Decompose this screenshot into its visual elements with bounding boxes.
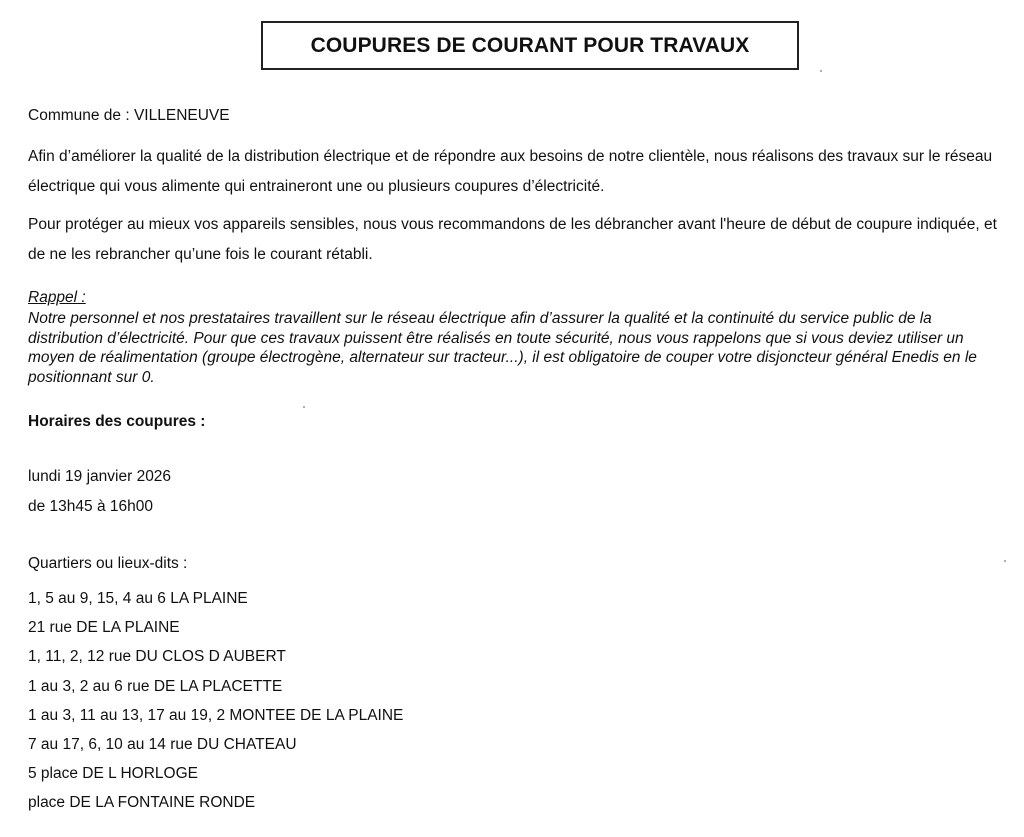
scan-speck [820,70,822,72]
title-box [261,21,799,70]
advice-paragraph: Pour protéger au mieux vos appareils sensibles, nous vous recommandons de les débrancher avant l'heure de début de coupure indiquée, et de ne les rebrancher qu’une fois le courant rétabli. [28,216,997,263]
location-item: place DE LA FONTAINE RONDE [28,794,256,812]
locations-list [28,584,403,818]
rappel-heading: Rappel : [28,289,86,306]
schedule-heading: Horaires des coupures : [28,413,206,430]
location-item: 1 au 3, 11 au 13, 17 au 19, 2 MONTEE DE LA PLAINE [28,706,404,724]
location-item: 5 place DE L HORLOGE [28,765,198,783]
location-item: 21 rue DE LA PLAINE [28,619,180,637]
commune-line: Commune de : VILLENEUVE [28,107,230,124]
location-item: 1, 5 au 9, 15, 4 au 6 LA PLAINE [28,590,248,607]
locations-label: Quartiers ou lieux-dits : [28,555,188,572]
location-item: 1, 11, 2, 12 rue DU CLOS D AUBERT [28,648,286,666]
scan-speck [303,406,305,408]
intro-paragraph: Afin d’améliorer la qualité de la distribution électrique et de répondre aux besoins de notre clientèle, nous réalisons des travaux sur le réseau électrique qui vous alimente qui entraineront une ou plusieurs coupures d’électricité. [28,148,993,195]
location-item: 7 au 17, 6, 10 au 14 rue DU CHATEAU [28,736,297,754]
scan-speck [1004,560,1006,562]
rappel-body: Notre personnel et nos prestataires travaillent sur le réseau électrique afin d’assurer la qualité et la continuité du service public de la distribution d’électricité. Pour que ces travaux puissent être réalisés en toute sécurité, nous vous rappelons que si vous deviez utiliser un moyen de réalimentation (groupe électrogène, alternateur sur tracteur...), il est obligatoire de couper votre disjoncteur général Enedis en le positionnant sur 0. [28,310,977,386]
location-item: 1 au 3, 2 au 6 rue DE LA PLACETTE [28,677,283,695]
outage-time: de 13h45 à 16h00 [28,498,153,515]
outage-date: lundi 19 janvier 2026 [28,468,172,485]
page-title: COUPURES DE COURANT POUR TRAVAUX [310,33,750,57]
